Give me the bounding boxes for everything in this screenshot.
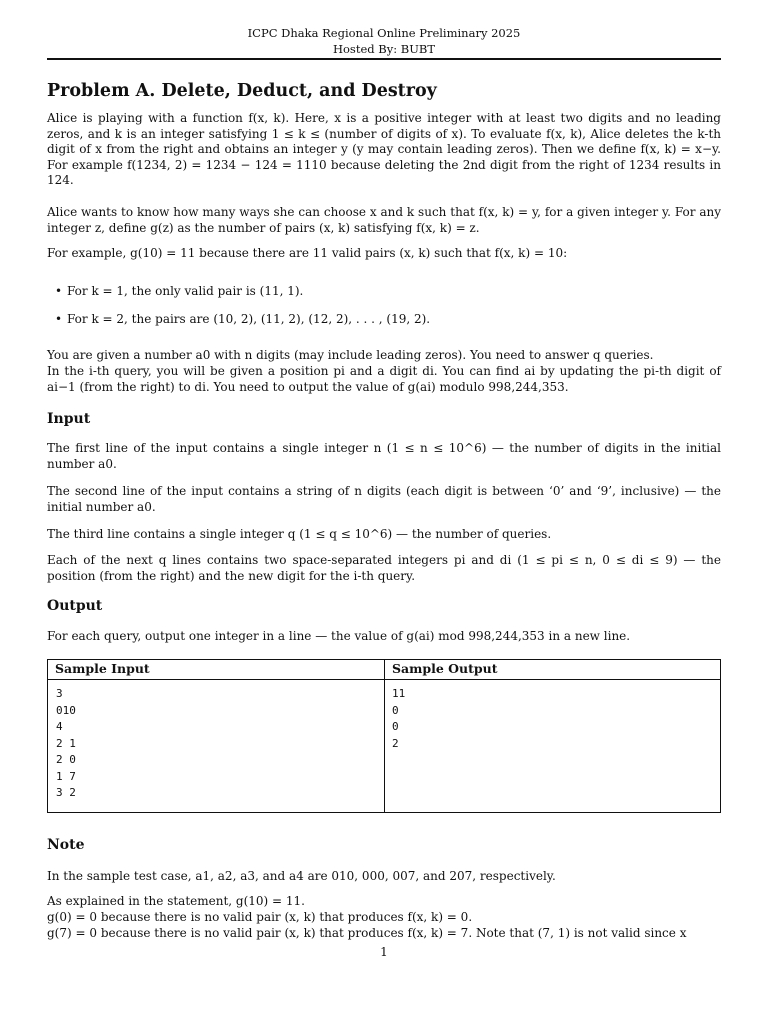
host-line: Hosted By: BUBT (332, 42, 436, 56)
statement-paragraph-3: For example, g(10) = 11 because there are 11 valid pairs (x, k) such that f(x, k) = 10: (47, 246, 568, 260)
sample-output-label: Sample Output (392, 661, 498, 676)
page-header (47, 25, 721, 57)
note-line-2: g(0) = 0 because there is no valid pair (x, k) that produces f(x, k) = 0. (47, 910, 473, 924)
input-paragraph-3: The third line contains a single integer q (1 ≤ q ≤ 10^6) — the number of queries. (47, 527, 552, 541)
sample-output-text: 11 0 0 2 (392, 687, 406, 750)
note-line-3: g(7) = 0 because there is no valid pair (x, k) that produces f(x, k) = 7. Note that (7, 1) is not valid since x (47, 926, 687, 940)
sample-table (47, 659, 721, 813)
statement-paragraph-1: Alice is playing with a function f(x, k). Here, x is a positive integer with at least two digits and no leading zeros, and k is an integer satisfying 1 ≤ k ≤ (number of digits of x). To evaluate f(x, k), Alice deletes the k-th digit of x from the right and obtains an integer y (y may contain leading zeros). Then we define f(x, k) = x−y. For example f(1234, 2) = 1234 − 124 = 1110 because deleting the 2nd digit from the right of 1234 results in 124. (47, 111, 721, 187)
statement-paragraph-5: In the i-th query, you will be given a position pi and a digit di. You can find ai by updating the pi-th digit of ai−1 (from the right) to di. You need to output the value of g(ai) modulo 998,244,353. (47, 364, 721, 394)
output-paragraph: For each query, output one integer in a line — the value of g(ai) mod 998,244,353 in a new line. (47, 629, 631, 643)
bullet-k2: • For k = 2, the pairs are (10, 2), (11, 2), (12, 2), . . . , (19, 2). (67, 312, 430, 328)
statement-paragraph-2: Alice wants to know how many ways she can choose x and k such that f(x, k) = y, for a given integer y. For any integer z, define g(z) as the number of pairs (x, k) satisfying f(x, k) = z. (47, 205, 721, 235)
input-paragraph-2: The second line of the input contains a string of n digits (each digit is between ‘0’ and ‘9’, inclusive) — the initial number a0. (47, 484, 721, 514)
note-heading: Note (47, 837, 85, 853)
problem-title: Problem A. Delete, Deduct, and Destroy (47, 81, 437, 101)
input-paragraph-4: Each of the next q lines contains two space-separated integers pi and di (1 ≤ pi ≤ n, 0 ≤ di ≤ 9) — the position (from the right) and the new digit for the i-th query. (47, 553, 721, 583)
header-rule (47, 58, 721, 60)
contest-name: ICPC Dhaka Regional Online Preliminary 2025 (247, 26, 521, 40)
note-paragraph: In the sample test case, a1, a2, a3, and a4 are 010, 000, 007, and 207, respectively. (47, 869, 556, 883)
input-paragraph-1: The first line of the input contains a single integer n (1 ≤ n ≤ 10^6) — the number of digits in the initial number a0. (47, 441, 721, 471)
sample-input-label: Sample Input (55, 661, 150, 676)
input-heading: Input (47, 411, 91, 427)
page-number: 1 (380, 945, 388, 959)
bullet-k1: • For k = 1, the only valid pair is (11, 1). (67, 284, 303, 300)
sample-input-text: 3 010 4 2 1 2 0 1 7 3 2 (56, 687, 76, 799)
sample-table-divider (384, 660, 385, 812)
statement-paragraph-4: You are given a number a0 with n digits (may include leading zeros). You need to answer q queries. (47, 348, 654, 362)
note-line-1: As explained in the statement, g(10) = 11. (47, 894, 305, 908)
output-heading: Output (47, 598, 103, 614)
